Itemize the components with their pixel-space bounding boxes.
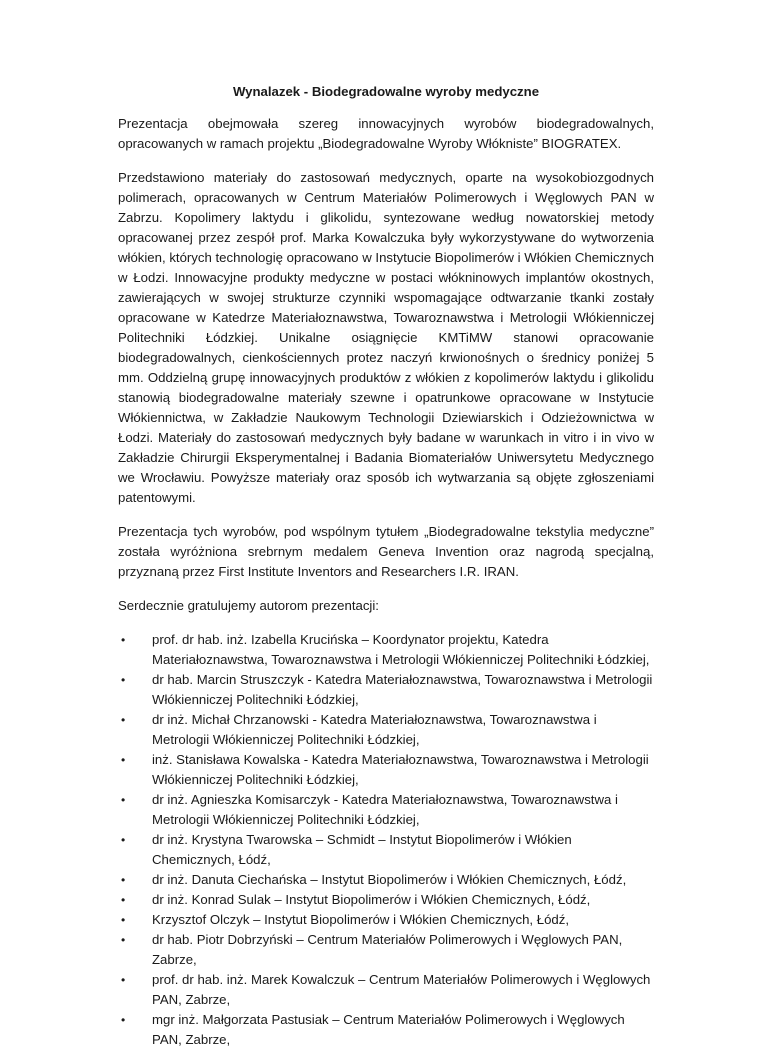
bullet-icon: • (121, 893, 126, 907)
document-page (118, 82, 654, 1050)
list-item (118, 630, 654, 670)
list-item (118, 710, 654, 750)
list-item (118, 970, 654, 1010)
author-text: dr inż. Krystyna Twarowska – Schmidt – Instytut Biopolimerów i Włókien Chemicznych, Łódź, (152, 832, 572, 867)
author-text: dr inż. Konrad Sulak – Instytut Biopolimerów i Włókien Chemicznych, Łódź, (152, 892, 591, 907)
author-list (118, 630, 654, 1050)
author-text: mgr inż. Małgorzata Pastusiak – Centrum Materiałów Polimerowych i Węglowych PAN, Zabrze, (152, 1012, 625, 1047)
author-text: prof. dr hab. inż. Izabella Krucińska – Koordynator projektu, Katedra Materiałoznawstwa, Towaroznawstwa i Metrologii Włókienniczej Politechniki Łódzkiej, (152, 632, 650, 667)
list-item (118, 870, 654, 890)
bullet-icon: • (121, 633, 126, 647)
paragraph-award: Prezentacja tych wyrobów, pod wspólnym tytułem „Biodegradowalne tekstylia medyczne” została wyróżniona srebrnym medalem Geneva Invention oraz nagrodą specjalną, przyznaną przez First Institute Inventors and Researchers I.R. IRAN. (118, 524, 654, 579)
list-item (118, 930, 654, 970)
author-text: dr inż. Agnieszka Komisarczyk - Katedra Materiałoznawstwa, Towaroznawstwa i Metrologii Włókienniczej Politechniki Łódzkiej, (152, 792, 618, 827)
bullet-icon: • (121, 753, 126, 767)
paragraph-materials: Przedstawiono materiały do zastosowań medycznych, oparte na wysokobiozgodnych polimerach, opracowanych w Centrum Materiałów Polimerowych i Węglowych PAN w Zabrzu. Kopolimery laktydu i glikolidu, syntezowane według nowatorskiej metody opracowanej przez zespół prof. Marka Kowalczuka były wykorzystywane do wytworzenia włókien, których technologię opracowano w Instytucie Biopolimerów i Włókien Chemicznych w Łodzi. Innowacyjne produkty medyczne w postaci włókninowych implantów okostnych, zawierających w swojej strukturze czynniki wspomagające odtwarzanie tkanki zostały opracowane w Katedrze Materiałoznawstwa, Towaroznawstwa i Metrologii Włókienniczej Politechniki Łódzkiej. Unikalne osiągnięcie KMTiMW stanowi opracowanie biodegradowalnych, cienkościennych protez naczyń krwionośnych o średnicy poniżej 5 mm. Oddzielną grupę innowacyjnych produktów z włókien z kopolimerów laktydu i glikolidu stanowią biodegradowalne materiały szewne i opatrunkowe opracowane w Instytucie Włókiennictwa, w Zakładzie Naukowym Technologii Dziewiarskich i Odzieżownictwa w Łodzi. Materiały do zastosowań medycznych były badane w warunkach in vitro i in vivo w Zakładzie Chirurgii Eksperymentalnej i Badania Biomateriałów Uniwersytetu Medycznego we Wrocławiu. Powyższe materiały oraz sposób ich wytwarzania są objęte zgłoszeniami patentowymi. (118, 170, 654, 505)
list-item (118, 790, 654, 830)
list-item (118, 890, 654, 910)
paragraph-intro: Prezentacja obejmowała szereg innowacyjnych wyrobów biodegradowalnych, opracowanych w ramach projektu „Biodegradowalne Wyroby Włókniste” BIOGRATEX. (118, 116, 654, 151)
list-item (118, 1010, 654, 1050)
author-text: dr hab. Piotr Dobrzyński – Centrum Materiałów Polimerowych i Węglowych PAN, Zabrze, (152, 932, 623, 967)
bullet-icon: • (121, 933, 126, 947)
bullet-icon: • (121, 713, 126, 727)
list-item (118, 830, 654, 870)
author-text: dr inż. Michał Chrzanowski - Katedra Materiałoznawstwa, Towaroznawstwa i Metrologii Włókienniczej Politechniki Łódzkiej, (152, 712, 597, 747)
author-text: Krzysztof Olczyk – Instytut Biopolimerów i Włókien Chemicznych, Łódź, (152, 912, 570, 927)
bullet-icon: • (121, 673, 126, 687)
list-item (118, 750, 654, 790)
author-text: dr inż. Danuta Ciechańska – Instytut Biopolimerów i Włókien Chemicznych, Łódź, (152, 872, 627, 887)
paragraph-congratulations: Serdecznie gratulujemy autorom prezentacji: (118, 598, 379, 613)
author-text: inż. Stanisława Kowalska - Katedra Materiałoznawstwa, Towaroznawstwa i Metrologii Włókienniczej Politechniki Łódzkiej, (152, 752, 649, 787)
bullet-icon: • (121, 873, 126, 887)
bullet-icon: • (121, 793, 126, 807)
list-item (118, 670, 654, 710)
author-text: dr hab. Marcin Struszczyk - Katedra Materiałoznawstwa, Towaroznawstwa i Metrologii Włókienniczej Politechniki Łódzkiej, (152, 672, 653, 707)
bullet-icon: • (121, 833, 126, 847)
bullet-icon: • (121, 973, 126, 987)
author-text: prof. dr hab. inż. Marek Kowalczuk – Centrum Materiałów Polimerowych i Węglowych PAN, Zabrze, (152, 972, 651, 1007)
list-item (118, 910, 654, 930)
bullet-icon: • (121, 913, 126, 927)
document-title: Wynalazek - Biodegradowalne wyroby medyczne (232, 84, 540, 99)
bullet-icon: • (121, 1013, 126, 1027)
